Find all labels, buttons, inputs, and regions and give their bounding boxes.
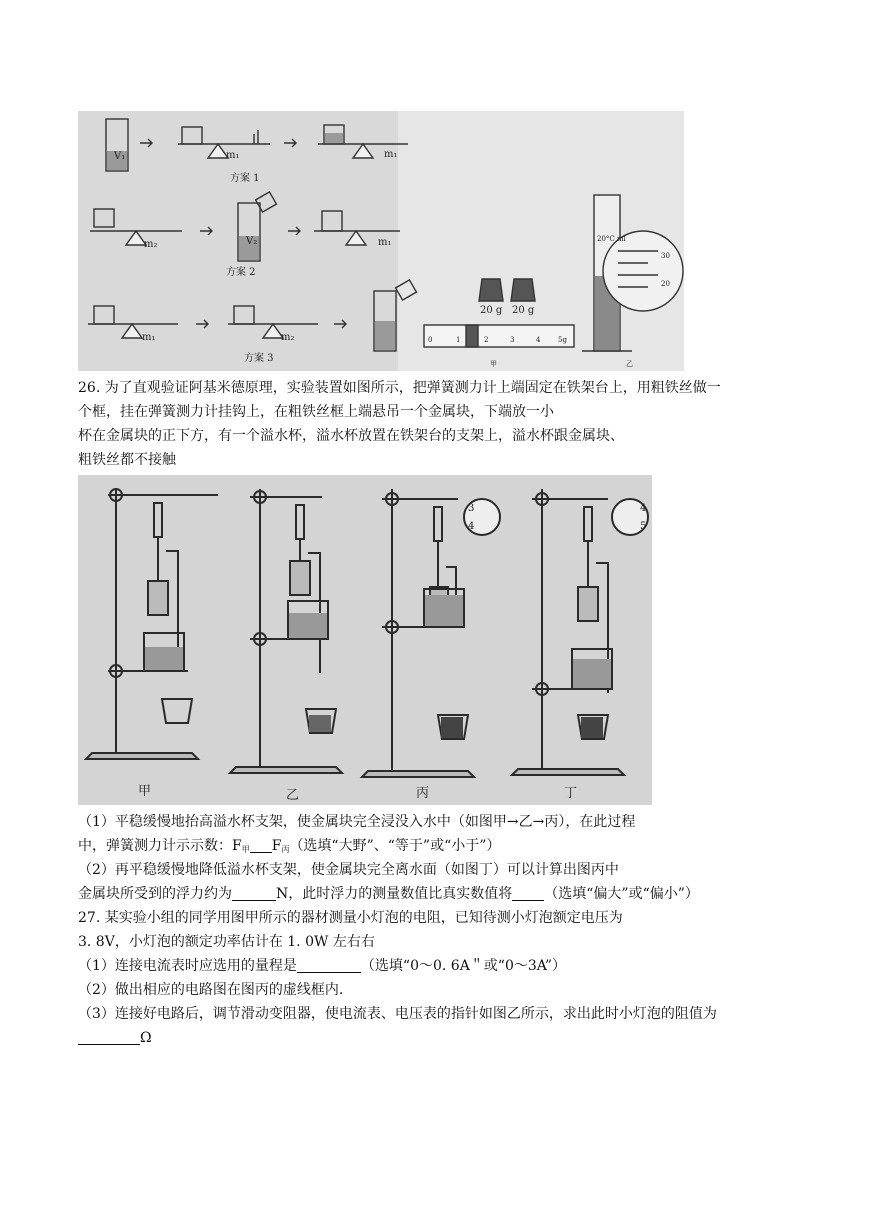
q27-part2: （2）做出相应的电路图在图丙的虚线框内. <box>78 982 344 998</box>
scheme-caption: 方案 2 <box>226 267 256 278</box>
volume-label: V₂ <box>246 236 258 247</box>
answer-blank[interactable] <box>78 1030 140 1045</box>
q27-part3-answer: Ω <box>78 1028 152 1048</box>
q27-stem-line1: 27. 某实验小组的同学用图甲所示的器材测量小灯泡的电阻，已知待测小灯泡额定电压为 <box>78 910 623 926</box>
figure-archimedes-apparatus <box>78 475 652 805</box>
mass-label: m₁ <box>226 150 240 161</box>
ruler-tick: 2 <box>484 336 489 344</box>
q26-part1-line2: 中，弹簧测力计示示数：$F_甲$ $F_丙$（选填“大野”、“等于”或“小于”） <box>78 838 501 854</box>
answer-blank[interactable] <box>250 838 272 853</box>
answer-blank[interactable] <box>297 958 361 973</box>
answer-blank[interactable] <box>232 886 276 901</box>
ruler-tick: 1 <box>456 336 461 344</box>
q26-stem-line: 个框，挂在弹簧测力计挂钩上，在粗铁丝框上端悬吊一个金属块，下端放一小 <box>78 404 554 420</box>
cylinder-mark: 20 <box>661 280 670 288</box>
mass-label: m₂ <box>144 239 158 250</box>
q26-stem-line: 26. 为了直观验证阿基米德原理，实验装置如图所示，把弹簧测力计上端固定在铁架台上，用粗铁丝做一 <box>78 380 721 396</box>
apparatus-label: 丁 <box>564 786 578 801</box>
q27-part3: （3）连接好电路后，调节滑动变阻器，使电流表、电压表的指针如图乙所示，求出此时小灯泡的阻值为 <box>78 1006 717 1022</box>
mass-label: m₁ <box>378 237 392 248</box>
apparatus-label: 乙 <box>286 788 300 803</box>
cylinder-mark: 30 <box>661 252 670 260</box>
q27-part1: （1）连接电流表时应选用的量程是 （选填“0～0. 6A＂或“0～3A”） <box>78 958 566 974</box>
panel-label: 乙 <box>626 360 633 368</box>
apparatus-label: 丙 <box>416 786 430 801</box>
weight-label: 20 g <box>480 305 503 316</box>
volume-label: V₁ <box>114 151 126 162</box>
ruler-tick: 4 <box>536 336 541 344</box>
q26-stem-line: 杯在金属块的正下方，有一个溢水杯，溢水杯放置在铁架台的支架上，溢水杯跟金属块、 <box>78 428 624 444</box>
q26-stem-line: 粗铁丝都不接触 <box>78 452 176 468</box>
scheme-caption: 方案 1 <box>230 173 260 184</box>
mass-label: m₂ <box>281 332 295 343</box>
ruler-tick: 3 <box>510 336 515 344</box>
q27-stem-line2: 3. 8V，小灯泡的额定功率估计在 1. 0W 左右右 <box>78 934 375 950</box>
q26-part1-line1: （1）平稳缓慢地抬高溢水杯支架，使金属块完全浸没入水中（如图甲→乙→丙），在此过程 <box>78 814 636 830</box>
cylinder-unit: 20°C ml <box>597 235 626 243</box>
scheme-caption: 方案 3 <box>244 353 274 364</box>
weight-label: 20 g <box>512 305 535 316</box>
ruler-tick: 0 <box>428 336 433 344</box>
ruler-tick: 5g <box>558 336 567 344</box>
answer-blank[interactable] <box>512 886 544 901</box>
apparatus-label: 甲 <box>138 784 152 799</box>
figure-density-schemes <box>78 111 684 371</box>
gauge-tick: 3 <box>468 503 475 514</box>
gauge-tick: 5 <box>640 521 647 532</box>
mass-label: m₁ <box>142 332 156 343</box>
q26-part2-line1: （2）再平稳缓慢地降低溢水杯支架，使金属块完全离水面（如图丁）可以计算出图丙中 <box>78 862 619 878</box>
panel-label: 甲 <box>490 360 497 368</box>
gauge-tick: 4 <box>640 503 647 514</box>
q26-part2-line2: 金属块所受到的浮力约为 N，此时浮力的测量数值比真实数值将 （选填“偏大”或“偏小”） <box>78 886 699 902</box>
mass-label: m₁ <box>384 149 398 160</box>
gauge-tick: 4 <box>468 521 475 532</box>
